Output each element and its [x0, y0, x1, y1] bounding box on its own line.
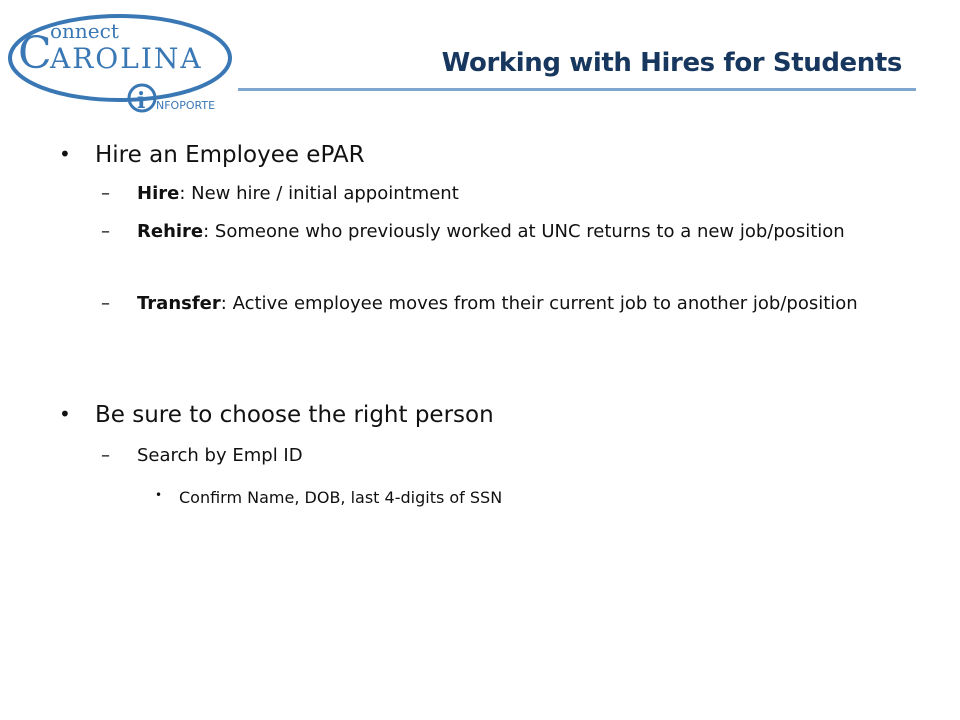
bullet-text: Be sure to choose the right person	[95, 402, 494, 428]
dash-icon: –	[101, 221, 110, 242]
bullet-icon: •	[59, 142, 71, 166]
sub-bullet-label: Hire	[137, 183, 180, 204]
svg-text:onnect: onnect	[50, 19, 119, 43]
bullet-item	[59, 402, 494, 428]
sub-bullet-label: Rehire	[137, 221, 204, 242]
sub-sub-bullet-item	[155, 488, 503, 507]
sub-bullet-item	[101, 288, 877, 320]
bullet-item	[59, 142, 365, 168]
connect-carolina-infoporte-logo	[8, 8, 248, 120]
sub-bullet-label: Transfer	[137, 293, 221, 314]
sub-sub-bullet-text: Confirm Name, DOB, last 4-digits of SSN	[179, 488, 503, 507]
sub-bullet-item	[101, 438, 877, 474]
sub-bullet-text: : Active employee moves from their current job to another job/position	[220, 293, 858, 314]
page-title: Working with Hires for Students	[441, 48, 902, 78]
sub-bullet-text: : Someone who previously worked at UNC returns to a new job/position	[203, 221, 845, 242]
dash-icon: –	[101, 183, 110, 204]
sub-bullet-item	[101, 216, 877, 248]
dash-icon: –	[101, 445, 110, 466]
svg-text:C: C	[18, 28, 52, 79]
svg-text:AROLINA: AROLINA	[50, 42, 203, 75]
bullet-icon: •	[59, 402, 71, 426]
title-underline	[238, 88, 916, 91]
bullet-text: Hire an Employee ePAR	[95, 142, 365, 168]
sub-bullet-text: : New hire / initial appointment	[179, 183, 459, 204]
svg-text:i: i	[137, 88, 146, 114]
bullet-icon: •	[155, 488, 163, 502]
sub-bullet-item	[101, 176, 877, 212]
dash-icon: –	[101, 293, 110, 314]
svg-text:NFOPORTE: NFOPORTE	[156, 99, 216, 112]
sub-bullet-text: Search by Empl ID	[137, 445, 303, 466]
